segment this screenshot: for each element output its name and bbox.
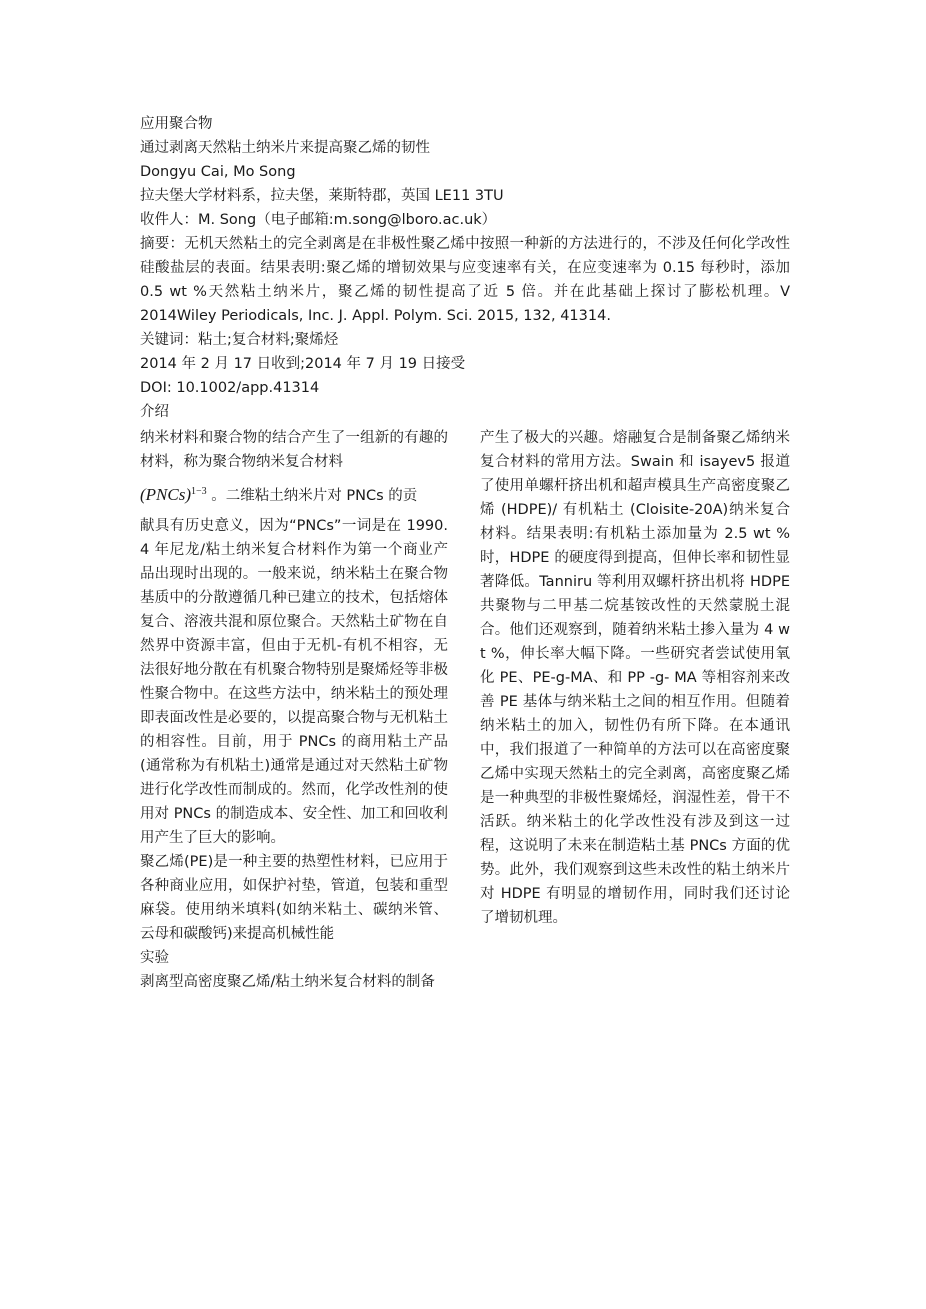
journal-name: 应用聚合物 [140, 116, 213, 132]
subsection-heading-preparation: 剥离型高密度聚乙烯/粘土纳米复合材料的制备 [140, 973, 435, 990]
two-column-body [140, 426, 790, 990]
affiliation: 拉夫堡大学材料系，拉夫堡，莱斯特郡，英国 LE11 3TU [140, 188, 504, 204]
received-accepted-dates: 2014 年 2 月 17 日收到;2014 年 7 月 19 日接受 [140, 356, 466, 372]
pncs-formula: (PNCs) [140, 484, 191, 504]
intro-paragraph-2: 聚乙烯(PE)是一种主要的热塑性材料，已应用于各种商业应用，如保护衬垫，管道，包装和重型麻袋。使用纳米填料(如纳米粘土、碳纳米管、云母和碳酸钙)来提高机械性能 [140, 853, 448, 942]
intro-paragraph-1-rest: 献具有历史意义，因为“PNCs”一词是在 1990.4 年尼龙/粘土纳米复合材料作为第一个商业产品出现时出现的。一般来说，纳米粘土在聚合物基质中的分散遵循几种已建立的技术，包括熔体复合、溶液共混和原位聚合。天然粘土矿物在自然界中资源丰富，但由于无机-有机不相容，无法很好地分散在有机聚合物特别是聚烯烃等非极性聚合物中。在这些方法中，纳米粘土的预处理即表面改性是必要的，以提高聚合物与无机粘土的相容性。目前，用于 PNCs 的商用粘土产品(通常称为有机粘土)通常是通过对天然粘土矿物进行化学改性而制成的。然而，化学改性剂的使用对 PNCs 的制造成本、安全性、加工和回收利用产生了巨大的影响。 [140, 517, 448, 846]
section-heading-introduction: 介绍 [140, 404, 169, 420]
authors: Dongyu Cai, Mo Song [140, 164, 296, 180]
abstract: 摘要：无机天然粘土的完全剥离是在非极性聚乙烯中按照一种新的方法进行的，不涉及任何化学改性硅酸盐层的表面。结果表明:聚乙烯的增韧效果与应变速率有关，在应变速率为 0.15 每秒时，添加 0.5 wt %天然粘土纳米片，聚乙烯的韧性提高了近 5 倍。并在此基础上探讨了膨松机理。V 2014Wiley Periodicals, Inc. J. Appl. Polym. Sci. 2015, 132, 41314. [140, 236, 790, 324]
correspondence: 收件人：M. Song（电子邮箱:m.song@lboro.ac.uk） [140, 212, 497, 228]
intro-p1-start: 纳米材料和聚合物的结合产生了一组新的有趣的材料，称为聚合物纳米复合材料 [140, 430, 448, 470]
citation-superscript: 1−3 [191, 486, 207, 497]
intro-p1-after-formula: 。二维粘土纳米片对 PNCs 的贡 [211, 487, 418, 504]
pncs-formula-line [140, 474, 448, 514]
intro-paragraph-1 [140, 426, 448, 474]
paper-page [140, 112, 790, 990]
paper-title: 通过剥离天然粘土纳米片来提高聚乙烯的韧性 [140, 140, 430, 156]
left-column [140, 426, 448, 994]
intro-paragraph-right: 产生了极大的兴趣。熔融复合是制备聚乙烯纳米复合材料的常用方法。Swain 和 isayev5 报道了使用单螺杆挤出机和超声模具生产高密度聚乙烯 (HDPE)/ 有机粘土 (Cloisite-20A)纳米复合材料。结果表明:有机粘土添加量为 2.5 wt %时，HDPE 的硬度得到提高，但伸长率和韧性显著降低。Tanniru 等利用双螺杆挤出机将 HDPE 共聚物与二甲基二烷基铵改性的天然蒙脱土混合。他们还观察到，随着纳米粘土掺入量为 4 wt %，伸长率大幅下降。一些研究者尝试使用氧化 PE、PE-g-MA、和 PP -g- MA 等相容剂来改善 PE 基体与纳米粘土之间的相互作用。但随着纳米粘土的加入，韧性仍有所下降。在本通讯中，我们报道了一种简单的方法可以在高密度聚乙烯中实现天然粘土的完全剥离，高密度聚乙烯是一种典型的非极性聚烯烃，润湿性差，骨干不活跃。纳米粘土的化学改性没有涉及到这一过程，这说明了未来在制造粘土基 PNCs 方面的优势。此外，我们观察到这些未改性的粘土纳米片对 HDPE 有明显的增韧作用，同时我们还讨论了增韧机理。 [480, 430, 790, 926]
doi: DOI: 10.1002/app.41314 [140, 380, 320, 396]
section-heading-experiment: 实验 [140, 949, 169, 966]
keywords: 关键词：粘土;复合材料;聚烯烃 [140, 332, 339, 348]
right-column [480, 426, 790, 930]
